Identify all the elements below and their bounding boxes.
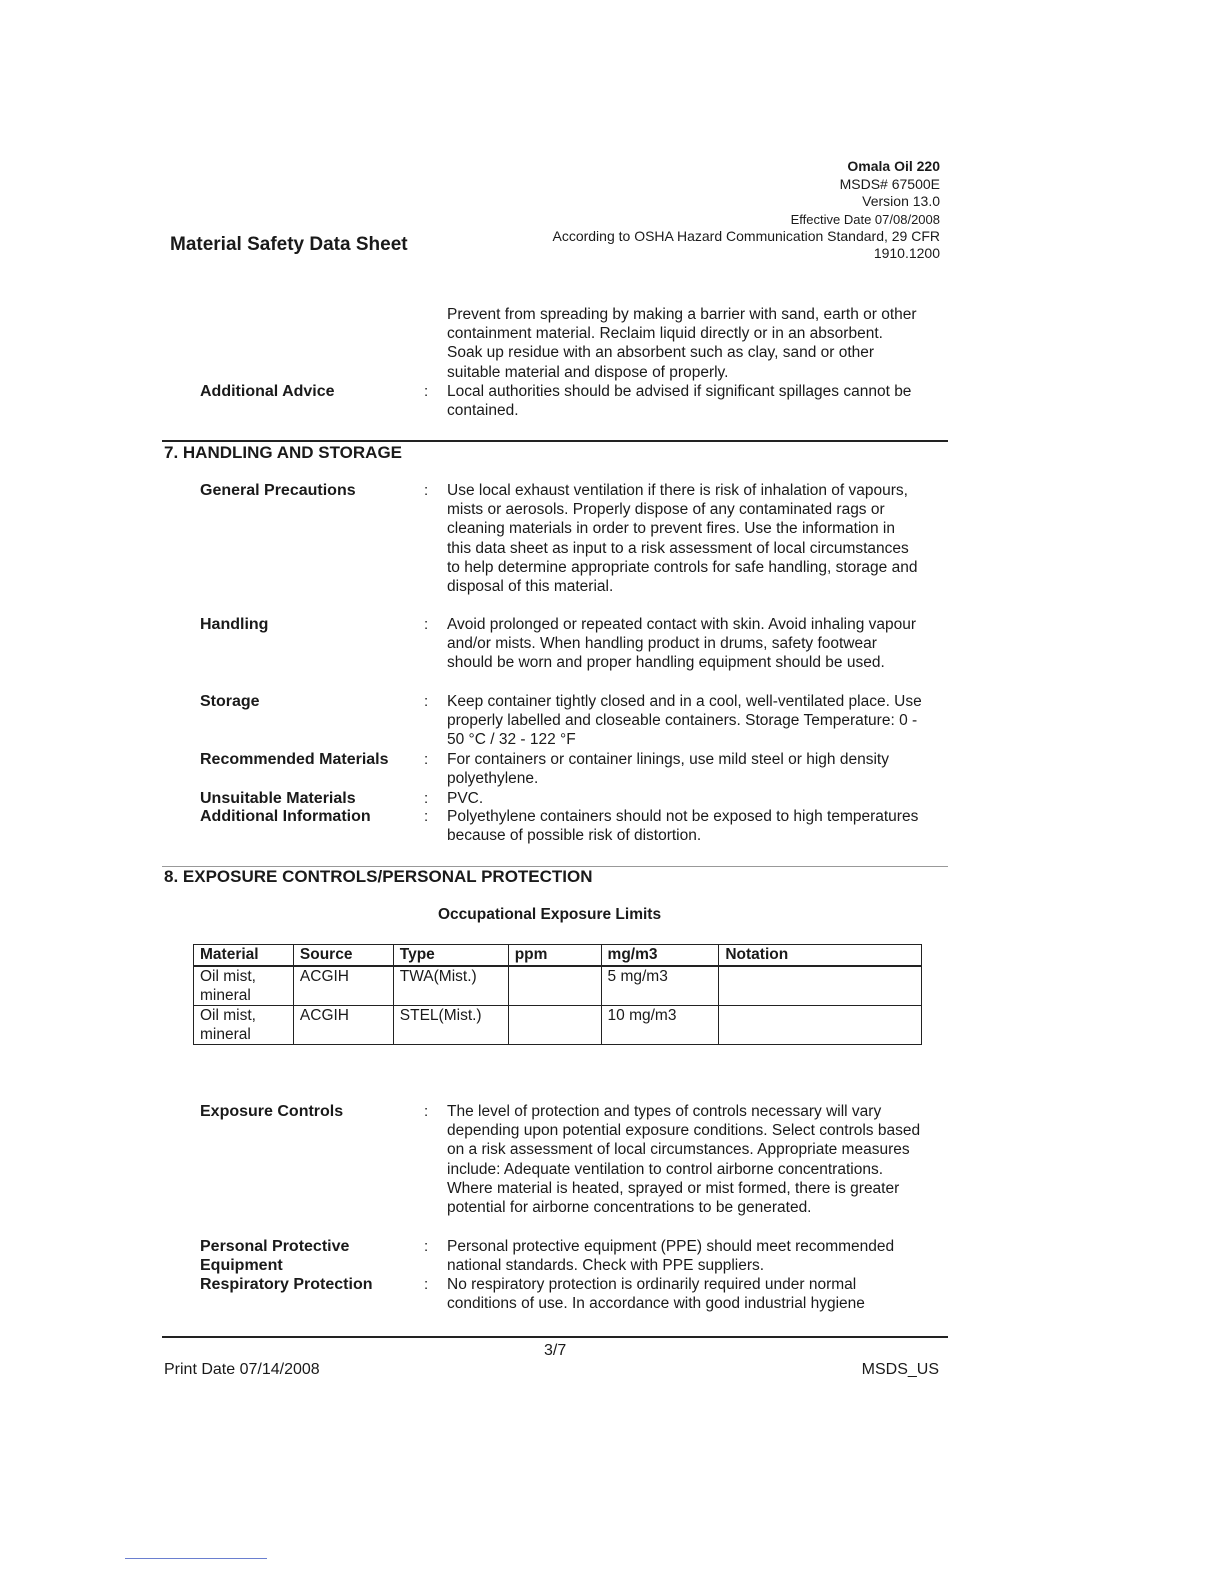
column-header-ppm: ppm — [508, 945, 601, 967]
field-colon: : — [424, 808, 429, 825]
column-header-notation: Notation — [719, 945, 922, 967]
page-number: 3/7 — [544, 1342, 567, 1359]
general-precautions-label: General Precautions — [200, 482, 356, 499]
effective-date: Effective Date 07/08/2008 — [790, 212, 940, 227]
document-title: Material Safety Data Sheet — [170, 234, 408, 255]
field-colon: : — [424, 751, 429, 768]
exposure-controls-value: The level of protection and types of controls necessary will vary depending upon potential exposure conditions. Select controls based on a risk assessment of local circumstances. Appropriate measures include: Adequate ventilation to control airborne concentrations. Where material is heated, sprayed or mist formed, there is greater potential for airborne concentrations to be generated. — [447, 1103, 921, 1217]
table-header-row — [194, 945, 922, 967]
field-colon: : — [424, 616, 429, 633]
spill-containment-text: Prevent from spreading by making a barrier with sand, earth or other containment material. Reclaim liquid directly or in an absorbent. Soak up residue with an absorbent such as clay, sand or other suitable material and dispose of properly. — [447, 306, 917, 381]
cell-material: Oil mist, mineral — [194, 1006, 294, 1045]
column-header-material: Material — [194, 945, 294, 967]
msds-number: MSDS# 67500E — [839, 176, 940, 192]
osha-standard: According to OSHA Hazard Communication Standard, 29 CFR 1910.1200 — [552, 228, 940, 261]
product-name: Omala Oil 220 — [847, 158, 940, 174]
additional-advice-label: Additional Advice — [200, 383, 335, 400]
section-7-title: 7. HANDLING AND STORAGE — [164, 443, 403, 462]
msds-code: MSDS_US — [861, 1361, 939, 1378]
exposure-limits-title: Occupational Exposure Limits — [438, 906, 662, 923]
field-colon: : — [424, 383, 429, 400]
cell-mgm3: 5 mg/m3 — [601, 966, 719, 1006]
respiratory-protection-label: Respiratory Protection — [200, 1276, 373, 1293]
version: Version 13.0 — [862, 193, 940, 209]
storage-label: Storage — [200, 693, 260, 710]
field-colon: : — [424, 693, 429, 710]
cell-mgm3: 10 mg/m3 — [601, 1006, 719, 1045]
field-colon: : — [424, 1238, 429, 1255]
field-colon: : — [424, 1103, 429, 1120]
respiratory-protection-value: No respiratory protection is ordinarily required under normal conditions of use. In accordance with good industrial hygiene — [447, 1276, 865, 1313]
column-header-type: Type — [393, 945, 508, 967]
cell-source: ACGIH — [293, 1006, 393, 1045]
cell-notation — [719, 966, 922, 1006]
column-header-mgm3: mg/m3 — [601, 945, 719, 967]
field-colon: : — [424, 790, 429, 807]
decorative-underline — [125, 1558, 267, 1559]
field-colon: : — [424, 1276, 429, 1293]
recommended-materials-value: For containers or container linings, use mild steel or high density polyethylene. — [447, 751, 889, 788]
column-header-source: Source — [293, 945, 393, 967]
exposure-controls-label: Exposure Controls — [200, 1103, 344, 1120]
section-divider — [162, 440, 948, 442]
cell-ppm — [508, 1006, 601, 1045]
table-row — [194, 1006, 922, 1045]
ppe-label: Personal Protective Equipment — [200, 1238, 350, 1275]
print-date: Print Date 07/14/2008 — [164, 1361, 320, 1378]
unsuitable-materials-label: Unsuitable Materials — [200, 790, 356, 807]
footer-divider — [162, 1336, 948, 1338]
section-8-title: 8. EXPOSURE CONTROLS/PERSONAL PROTECTION — [164, 867, 593, 886]
table-row — [194, 966, 922, 1006]
handling-label: Handling — [200, 616, 269, 633]
recommended-materials-label: Recommended Materials — [200, 751, 389, 768]
cell-type: STEL(Mist.) — [393, 1006, 508, 1045]
unsuitable-materials-value: PVC. — [447, 790, 484, 807]
cell-source: ACGIH — [293, 966, 393, 1006]
additional-information-label: Additional Information — [200, 808, 371, 825]
storage-value: Keep container tightly closed and in a cool, well-ventilated place. Use properly labelled and closeable containers. Storage Temperature: 0 - 50 °C / 32 - 122 °F — [447, 693, 922, 749]
exposure-limits-table — [193, 944, 922, 1045]
cell-notation — [719, 1006, 922, 1045]
field-colon: : — [424, 482, 429, 499]
handling-value: Avoid prolonged or repeated contact with skin. Avoid inhaling vapour and/or mists. When handling product in drums, safety footwear should be worn and proper handling equipment should be used. — [447, 616, 917, 672]
additional-information-value: Polyethylene containers should not be exposed to high temperatures because of possible risk of distortion. — [447, 808, 919, 845]
additional-advice-value: Local authorities should be advised if significant spillages cannot be contained. — [447, 383, 912, 420]
cell-material: Oil mist, mineral — [194, 966, 294, 1006]
general-precautions-value: Use local exhaust ventilation if there is risk of inhalation of vapours, mists or aerosols. Properly dispose of any contaminated rags or cleaning materials in order to prevent fires. Use the information in this data sheet as input to a risk assessment of local circumstances to help determine appropriate controls for safe handling, storage and disposal of this material. — [447, 482, 918, 596]
ppe-value: Personal protective equipment (PPE) should meet recommended national standards. Check with PPE suppliers. — [447, 1238, 895, 1275]
cell-type: TWA(Mist.) — [393, 966, 508, 1006]
cell-ppm — [508, 966, 601, 1006]
